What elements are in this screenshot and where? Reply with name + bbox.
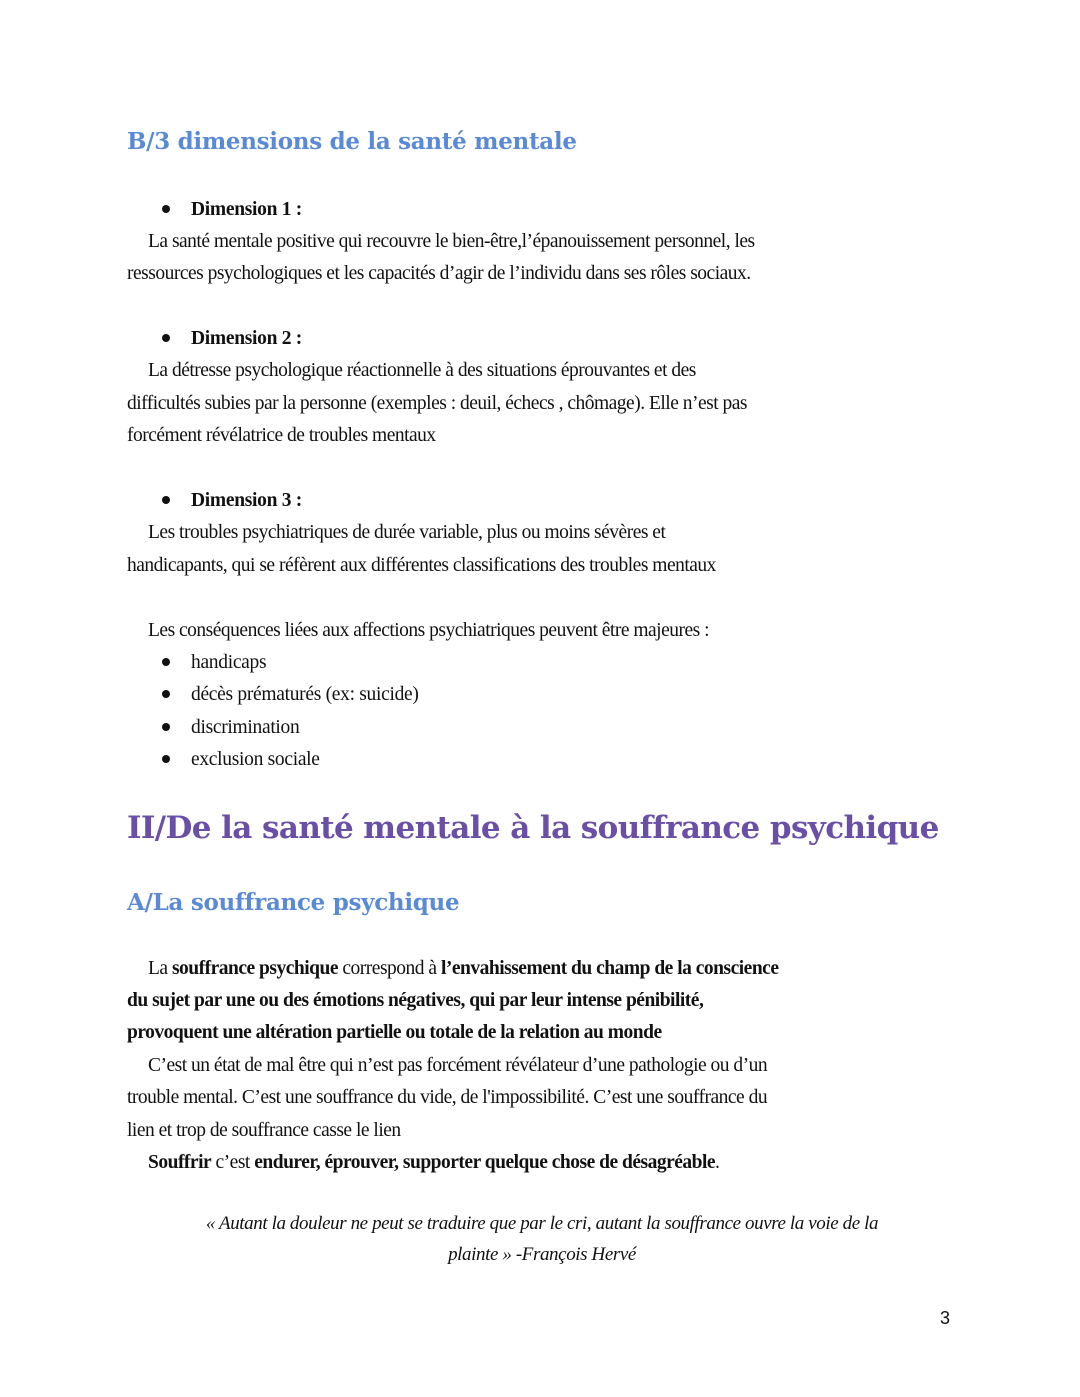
souffrir-definition bbox=[127, 1147, 719, 1179]
consequence-text: exclusion sociale bbox=[191, 749, 320, 770]
definition-term: souffrance psychique bbox=[171, 958, 339, 979]
bullet-icon bbox=[162, 334, 170, 342]
consequences-intro: Les conséquences liées aux affections psychiatriques peuvent être majeures : bbox=[148, 620, 710, 641]
consequence-item bbox=[127, 679, 419, 711]
consequence-item bbox=[127, 647, 266, 679]
dimension-2-item bbox=[127, 323, 302, 355]
definition-line-2: du sujet par une ou des émotions négatives, qui par leur intense pénibilité, bbox=[127, 990, 704, 1011]
bullet-icon bbox=[162, 205, 170, 213]
dimension-1-text-line: La santé mentale positive qui recouvre le bien-être,l’épanouissement personnel, les bbox=[148, 231, 755, 252]
souffrir-term: Souffrir bbox=[148, 1152, 212, 1173]
dimension-3-item bbox=[127, 485, 302, 517]
consequence-text: handicaps bbox=[191, 652, 267, 673]
dimension-1-text-line: ressources psychologiques et les capacités d’agir de l’individu dans ses rôles sociaux. bbox=[127, 263, 751, 284]
explanation-line: C’est un état de mal être qui n’est pas forcément révélateur d’une pathologie ou d’un bbox=[148, 1055, 768, 1076]
dimension-3-label: Dimension 3 : bbox=[191, 490, 302, 511]
bullet-icon bbox=[162, 690, 170, 698]
explanation-line: trouble mental. C’est une souffrance du vide, de l'impossibilité. C’est une souffrance du bbox=[127, 1087, 768, 1108]
explanation-line: lien et trop de souffrance casse le lien bbox=[127, 1120, 401, 1141]
dimension-2-label: Dimension 2 : bbox=[191, 328, 302, 349]
page-number: 3 bbox=[940, 1308, 951, 1328]
definition-line-1 bbox=[127, 953, 778, 985]
section-ii-a-heading: A/La souffrance psychique bbox=[127, 889, 460, 916]
quote-line-1: « Autant la douleur ne peut se traduire que par le cri, autant la souffrance ouvre la voie de la bbox=[205, 1213, 879, 1234]
section-ii-heading: II/De la santé mentale à la souffrance psychique bbox=[127, 810, 939, 846]
bullet-icon bbox=[162, 723, 170, 731]
dimension-3-text-line: handicapants, qui se réfèrent aux différentes classifications des troubles mentaux bbox=[127, 555, 716, 576]
bullet-icon bbox=[162, 755, 170, 763]
consequence-item bbox=[127, 712, 299, 744]
consequence-text: discrimination bbox=[191, 717, 300, 738]
bullet-icon bbox=[162, 496, 170, 504]
consequence-item bbox=[127, 744, 320, 776]
dimension-2-text-line: difficultés subies par la personne (exemples : deuil, échecs , chômage). Elle n’est pas bbox=[127, 393, 747, 414]
dimension-2-text-line: La détresse psychologique réactionnelle à des situations éprouvantes et des bbox=[148, 360, 696, 381]
dimension-1-item bbox=[127, 194, 302, 226]
souffrir-text: . bbox=[715, 1152, 720, 1173]
souffrir-text: c’est bbox=[211, 1152, 255, 1173]
definition-emphasis: l’envahissement du champ de la conscience bbox=[440, 958, 779, 979]
bullet-icon bbox=[162, 658, 170, 666]
definition-line-3: provoquent une altération partielle ou totale de la relation au monde bbox=[127, 1022, 662, 1043]
section-b-heading: B/3 dimensions de la santé mentale bbox=[127, 128, 577, 155]
dimension-3-text-line: Les troubles psychiatriques de durée variable, plus ou moins sévères et bbox=[148, 522, 666, 543]
definition-text: correspond à bbox=[338, 958, 441, 979]
definition-text: La bbox=[148, 958, 172, 979]
souffrir-emphasis: endurer, éprouver, supporter quelque chose de désagréable bbox=[254, 1152, 716, 1173]
quote-line-2: plainte » -François Hervé bbox=[448, 1244, 636, 1265]
consequence-text: décès prématurés (ex: suicide) bbox=[191, 684, 419, 705]
dimension-1-label: Dimension 1 : bbox=[191, 199, 302, 220]
dimension-2-text-line: forcément révélatrice de troubles mentaux bbox=[127, 425, 436, 446]
